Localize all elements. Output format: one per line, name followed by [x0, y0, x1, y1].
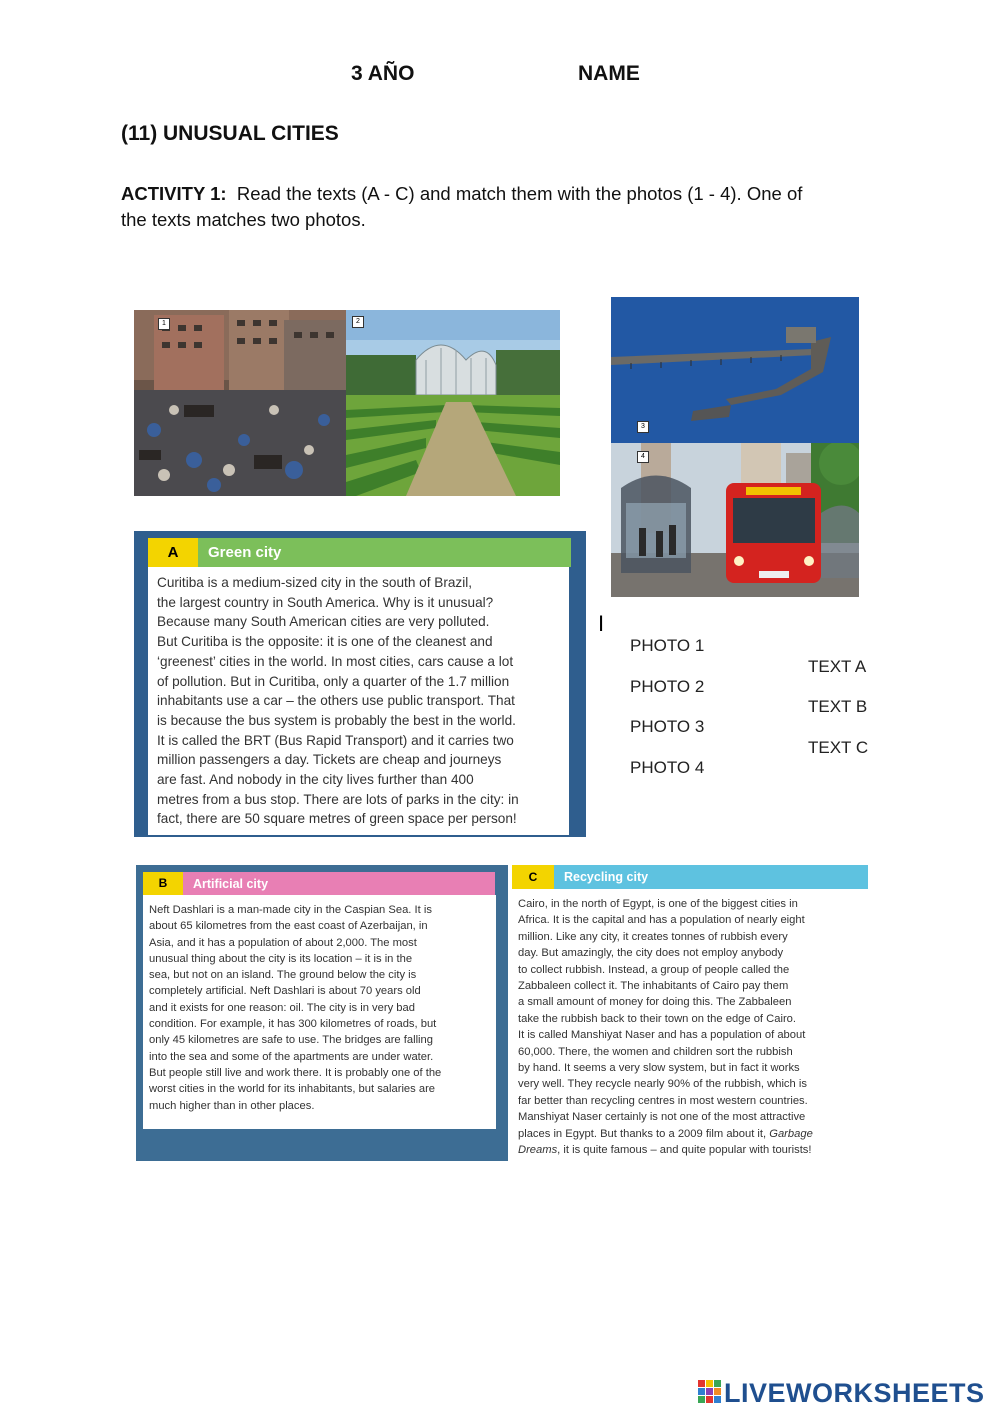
card-b-title: Artificial city — [193, 876, 269, 891]
photo-3-number: 3 — [637, 421, 649, 433]
card-a-line: metres from a bus stop. There are lots of parks in the city: in — [157, 791, 519, 807]
card-c-title: Recycling city — [564, 870, 649, 884]
text-cursor: I — [598, 611, 605, 636]
liveworksheets-logo-icon — [698, 1380, 722, 1408]
slum-rubbish-photo — [134, 310, 346, 496]
card-c-line: day. But amazingly, the city does not employ anybody — [518, 947, 784, 960]
card-c — [512, 865, 868, 1161]
card-b-line: Asia, and it has a population of about 2,000. The most — [149, 936, 417, 949]
card-c-letter: C — [512, 865, 554, 889]
card-b-line: Neft Dashlari is a man-made city in the Caspian Sea. It is — [149, 904, 432, 916]
card-a-line: is because the bus system is probably the best in the world. — [157, 712, 516, 728]
botanical-garden-photo — [346, 310, 560, 496]
name-label: NAME — [578, 62, 640, 85]
card-b-line: only 45 kilometres are safe to use. The bridges are falling — [149, 1034, 433, 1047]
card-b-line: sea, but not on an island. The ground below the city is — [149, 969, 417, 982]
card-b-line: worst cities in the world for its inhabitants, but salaries are — [149, 1083, 436, 1096]
card-b-line: unusual thing about the city is its location – it is in the — [149, 952, 413, 965]
sea-bridge-photo — [611, 297, 859, 443]
card-b-letter: B — [143, 872, 183, 895]
card-c-line: take the rubbish back to their town on the edge of Cairo. — [518, 1012, 796, 1025]
film-title-part-1: Garbage — [766, 1127, 813, 1140]
match-text-c[interactable]: TEXT C — [808, 738, 869, 757]
card-c-line: million. Like any city, it creates tonnes of rubbish every — [518, 930, 788, 943]
card-c-last-line-rest: , it is quite famous – and quite popular with tourists! — [557, 1144, 812, 1157]
match-text-b[interactable]: TEXT B — [808, 697, 868, 716]
activity-instructions — [121, 181, 881, 233]
card-c-line: 60,000. There, the women and children sort the rubbish — [518, 1045, 793, 1058]
card-b — [136, 865, 508, 1161]
card-a-line: of pollution. But in Curitiba, only a quarter of the 1.7 million — [157, 673, 510, 689]
card-a-text — [148, 567, 569, 835]
card-c-line — [518, 1142, 868, 1158]
card-a-line: Because many South American cities are very polluted. — [157, 614, 490, 630]
card-a-line: are fast. And nobody in the city lives further than 400 — [157, 772, 474, 788]
card-c-line: far better than recycling centres in most western countries. — [518, 1094, 808, 1107]
card-b-line: condition. For example, it has 300 kilometres of roads, but — [149, 1018, 437, 1031]
card-a-line: fact, there are 50 square metres of green space per person! — [157, 811, 517, 827]
card-c-line: Zabbaleen collect it. The inhabitants of Cairo pay them — [518, 980, 789, 993]
card-b-line: about 65 kilometres from the east coast of Azerbaijan, in — [149, 920, 428, 933]
red-bus-photo — [611, 443, 859, 597]
match-photo-4[interactable]: PHOTO 4 — [630, 758, 705, 777]
card-b-line: into the sea and some of the apartments are under water. — [149, 1050, 434, 1063]
card-b-line: completely artificial. Neft Dashlari is about 70 years old — [149, 985, 421, 998]
card-b-line: and it exists for one reason: oil. The city is in very bad — [149, 1001, 415, 1014]
brand-name: LIVEWORKSHEETS — [724, 1378, 985, 1408]
card-c-line: Manshiyat Naser certainly is not one of the most attractive — [518, 1111, 806, 1124]
card-a-line: But Curitiba is the opposite: it is one of the cleanest and — [157, 634, 493, 650]
card-a-title: Green city — [208, 544, 282, 561]
card-c-line: by hand. It seems a very slow system, but in fact it works — [518, 1062, 800, 1075]
card-c-line: Africa. It is the capital and has a population of nearly eight — [518, 914, 805, 927]
film-title-part-2: Dreams — [518, 1144, 558, 1157]
card-b-line: But people still live and work there. It is probably one of the — [149, 1066, 442, 1079]
card-c-line: It is called Manshiyat Naser and has a population of about — [518, 1029, 806, 1042]
card-a-letter: A — [148, 538, 198, 567]
card-a-line: inhabitants use a car – the others use public transport. That — [157, 693, 515, 709]
activity-line-1: Read the texts (A - C) and match them with the photos (1 - 4). One of — [236, 183, 803, 204]
liveworksheets-logo — [698, 1378, 985, 1409]
activity-label: ACTIVITY 1: — [121, 183, 227, 204]
match-photo-1[interactable]: PHOTO 1 — [630, 636, 705, 655]
card-b-line: much higher than in other places. — [149, 1099, 315, 1112]
card-c-header — [512, 865, 868, 889]
card-b-text — [143, 895, 496, 1129]
match-photo-3[interactable]: PHOTO 3 — [630, 717, 705, 736]
activity-line-2: the texts matches two photos. — [121, 209, 366, 230]
card-c-line: places in Egypt. But thanks to a 2009 film about it, Garbage — [518, 1127, 813, 1140]
card-c-text — [512, 889, 868, 1161]
card-a-line: million passengers a day. Tickets are cheap and journeys — [157, 752, 502, 768]
match-text-a[interactable]: TEXT A — [808, 657, 867, 676]
photo-4-number: 4 — [637, 451, 649, 463]
card-a-line: the largest country in South America. Why is it unusual? — [157, 594, 494, 610]
photo-2-number: 2 — [352, 316, 364, 328]
card-c-line: to collect rubbish. Instead, a group of people called the — [518, 963, 790, 976]
photo-1-number: 1 — [158, 318, 170, 330]
card-c-line: very well. They recycle nearly 90% of the rubbish, which is — [518, 1078, 807, 1091]
card-a-header — [148, 538, 571, 567]
page-title: (11) UNUSUAL CITIES — [121, 122, 339, 145]
card-c-line: Cairo, in the north of Egypt, is one of the biggest cities in — [518, 898, 798, 910]
card-a-line: It is called the BRT (Bus Rapid Transport) and it carries two — [157, 732, 514, 748]
card-a-line: ‘greenest’ cities in the world. In most cities, cars cause a lot — [157, 653, 514, 669]
card-a — [134, 531, 586, 837]
card-b-header — [143, 872, 495, 895]
card-a-line: Curitiba is a medium-sized city in the south of Brazil, — [157, 575, 473, 590]
card-c-line: a small amount of money for doing this. The Zabbaleen — [518, 996, 792, 1009]
grade-label: 3 AÑO — [351, 62, 415, 85]
match-photo-2[interactable]: PHOTO 2 — [630, 677, 705, 696]
